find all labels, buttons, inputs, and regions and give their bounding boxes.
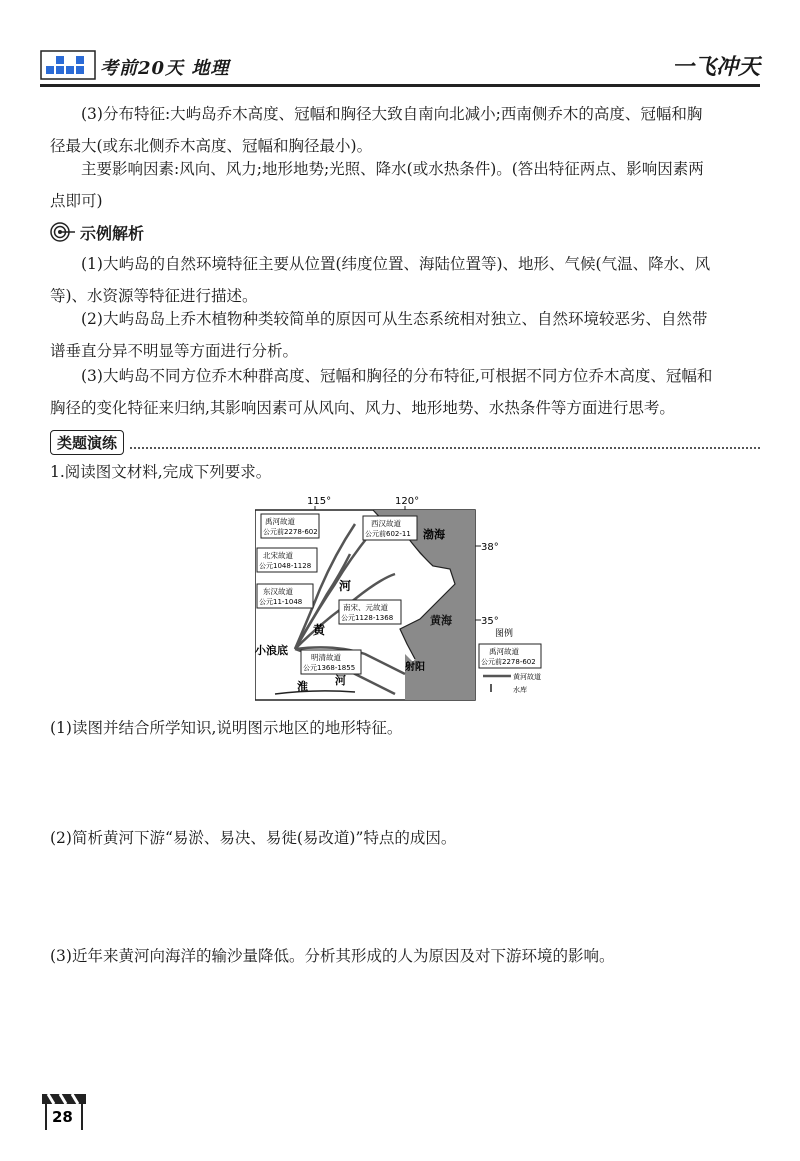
target-icon — [50, 221, 76, 243]
label-box-mingqing — [301, 650, 361, 674]
label-huai: 淮 — [297, 680, 308, 693]
practice-heading-label: 类题演练 — [50, 430, 124, 455]
svg-text:北宋故道: 北宋故道 — [263, 551, 293, 560]
answer-p3-line1: (3)分布特征:大屿岛乔木高度、冠幅和胸径大致自南向北减小;西南侧乔木的高度、冠幅和胸 — [81, 105, 703, 123]
legend-reservoir-label: 水库 — [513, 686, 527, 694]
label-box-beisong — [257, 548, 317, 572]
analysis-p2 — [50, 303, 758, 367]
analysis-heading-label: 示例解析 — [80, 223, 145, 243]
lon-label-120: 120° — [395, 496, 420, 507]
svg-text:公元前602-11: 公元前602-11 — [365, 530, 411, 538]
question-1-2: (2)简析黄河下游“易淤、易决、易徙(易改道)”特点的成因。 — [50, 829, 457, 847]
analysis-p3-line1: (3)大屿岛不同方位乔木种群高度、冠幅和胸径的分布特征,可根据不同方位乔木高度、冠幅和 — [81, 367, 713, 385]
legend-river-label: 黄河故道 — [513, 673, 541, 681]
question-1-3: (3)近年来黄河向海洋的输沙量降低。分析其形成的人为原因及对下游环境的影响。 — [50, 947, 615, 965]
lat-label-35: 35° — [481, 616, 499, 627]
question-1-1: (1)读图并结合所学知识,说明图示地区的地形特征。 — [50, 719, 403, 737]
header-title: 考前20天 地理 — [100, 58, 230, 79]
practice-heading-dots — [130, 435, 760, 449]
header-brand: 一飞冲天 — [671, 55, 760, 80]
svg-text:东汉故道: 东汉故道 — [263, 587, 293, 596]
label-huang: 黄 — [313, 623, 326, 637]
svg-text:公元11-1048: 公元11-1048 — [259, 598, 303, 606]
label-box-xihan — [363, 516, 417, 540]
analysis-p1-line1: (1)大屿岛的自然环境特征主要从位置(纬度位置、海陆位置等)、地形、气候(气温、降水、风 — [81, 255, 711, 273]
analysis-heading — [50, 220, 144, 244]
page-number-badge — [40, 1090, 92, 1134]
label-box-donghan — [257, 584, 313, 608]
label-xiaolangdi: 小浪底 — [255, 644, 288, 657]
yellow-river-map — [255, 494, 547, 706]
svg-text:公元1368-1855: 公元1368-1855 — [303, 664, 356, 672]
svg-text:禹河故道: 禹河故道 — [265, 517, 295, 526]
svg-text:公元前2278-602: 公元前2278-602 — [263, 528, 318, 536]
label-sheyang: 射阳 — [405, 662, 425, 673]
label-box-yuhe — [261, 514, 319, 538]
answer-p3-line2: 径最大(或东北侧乔木高度、冠幅和胸径最小)。 — [50, 137, 373, 155]
answer-factors-line1: 主要影响因素:风向、风力;地形地势;光照、降水(或水热条件)。(答出特征两点、影响因素两 — [81, 160, 704, 178]
practice-heading — [50, 430, 760, 454]
question-1-intro: 1.阅读图文材料,完成下列要求。 — [50, 463, 272, 481]
analysis-p3-line2: 胸径的变化特征来归纳,其影响因素可从风向、风力、地形地势、水热条件等方面进行思考。 — [50, 399, 675, 417]
header-divider — [40, 84, 760, 87]
label-box-nansong — [339, 600, 401, 624]
answer-factors — [50, 153, 758, 217]
label-bohai: 渤海 — [423, 528, 445, 541]
analysis-p3 — [50, 360, 758, 424]
svg-text:公元1048-1128: 公元1048-1128 — [259, 562, 312, 570]
svg-text:西汉故道: 西汉故道 — [371, 519, 401, 528]
legend-box-name: 禹河故道 — [489, 647, 519, 656]
analysis-p2-line2: 谱垂直分异不明显等方面进行分析。 — [50, 342, 299, 360]
label-he2: 河 — [335, 674, 346, 687]
legend-title: 图例 — [495, 629, 514, 639]
page-number: 28 — [52, 1108, 73, 1126]
analysis-p1-line2: 等)、水资源等特征进行描述。 — [50, 287, 258, 305]
legend-box-date: 公元前2278-602 — [481, 658, 536, 666]
label-huanghai: 黄海 — [430, 614, 452, 627]
answer-factors-line2: 点即可) — [50, 192, 103, 210]
lon-label-115: 115° — [307, 496, 332, 507]
header-logo-icon — [40, 50, 96, 80]
analysis-p2-line1: (2)大屿岛岛上乔木植物种类较简单的原因可从生态系统相对独立、自然环境较恶劣、自然带 — [81, 310, 708, 328]
svg-text:公元1128-1368: 公元1128-1368 — [341, 614, 394, 622]
svg-text:南宋、元故道: 南宋、元故道 — [343, 603, 388, 612]
map-legend — [479, 627, 541, 694]
label-he: 河 — [339, 579, 352, 593]
lat-label-38: 38° — [481, 542, 499, 553]
svg-text:明清故道: 明清故道 — [311, 653, 341, 662]
